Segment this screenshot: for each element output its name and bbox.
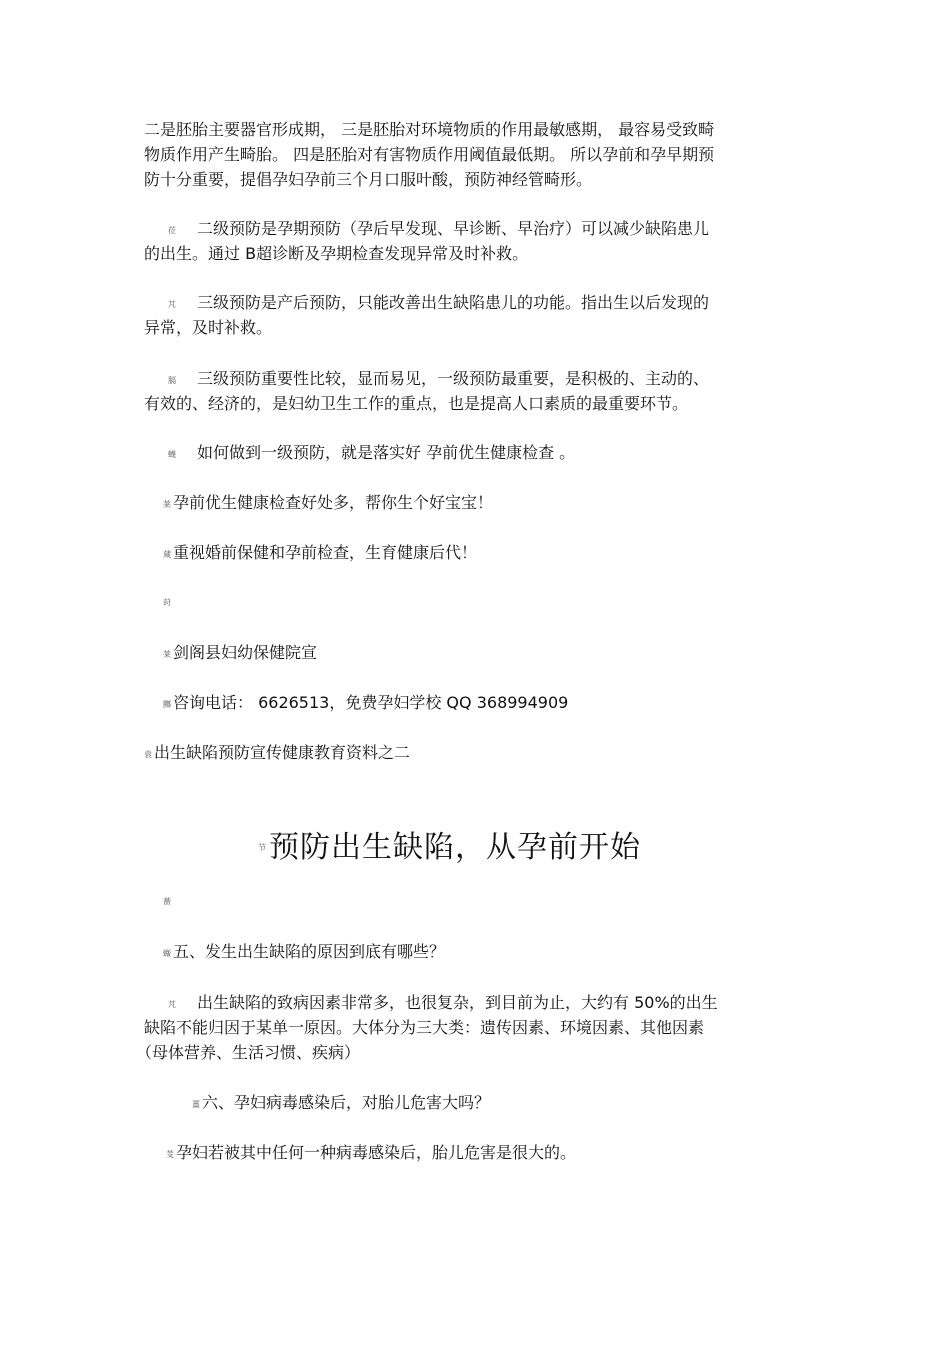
slogan-2: 重视婚前保健和孕前检查，生育健康后代！ — [173, 543, 478, 562]
paragraph-11-line-3: （母体营养、生活习惯、疾病） — [136, 1043, 361, 1062]
paragraph-3-line-1: 三级预防是产后预防，只能改善出生缺陷患儿的功能。指出生以后发现的 — [197, 293, 710, 312]
section-heading-5: 五、发生出生缺陷的原因到底有哪些？ — [173, 942, 446, 961]
paragraph-4-line-2: 有效的、经济的，是妇幼卫生工作的重点，也是提高人口素质的最重要环节。 — [144, 394, 689, 413]
section-heading-6: 六、孕妇病毒感染后，对胎儿危害大吗？ — [202, 1093, 491, 1112]
paragraph-2-line-2: 的出生。通过 B超诊断及孕期检查发现异常及时补救。 — [144, 244, 529, 263]
margin-mark: 袁 — [144, 750, 152, 759]
margin-mark: 莱 — [163, 650, 171, 659]
margin-mark: 莳 — [163, 598, 171, 607]
margin-mark: 蒇 — [163, 550, 171, 559]
paragraph-1-line-3: 防十分重要，提倡孕妇孕前三个月口服叶酸，预防神经管畸形。 — [144, 170, 593, 189]
publisher-line: 剑阁县妇幼保健院宣 — [173, 643, 318, 662]
paragraph-2-line-1: 二级预防是孕期预防（孕后早发现、早诊断、早治疗）可以减少缺陷患儿 — [197, 219, 710, 238]
margin-mark: 莅 — [168, 226, 176, 235]
margin-mark: 薔 — [163, 897, 171, 906]
paragraph-12: 孕妇若被其中任何一种病毒感染后，胎儿危害是很大的。 — [176, 1143, 577, 1162]
paragraph-11-line-1: 出生缺陷的致病因素非常多，也很复杂，到目前为止，大约有 50%的出生 — [197, 993, 718, 1012]
margin-mark: 蠛 — [168, 450, 176, 459]
margin-mark: 蝂 — [163, 949, 171, 958]
page-title: 预防出生缺陷，从孕前开始 — [269, 830, 641, 865]
contact-line: 咨询电话： 6626513，免费孕妇学校 QQ 368994909 — [173, 693, 569, 712]
slogan-1: 孕前优生健康检查好处多，帮你生个好宝宝！ — [173, 493, 494, 512]
paragraph-4-line-1: 三级预防重要性比较，显而易见，一级预防最重要，是积极的、主动的、 — [197, 369, 710, 388]
margin-mark: 节 — [258, 843, 266, 852]
margin-mark: 芃 — [168, 300, 176, 309]
paragraph-11-line-2: 缺陷不能归因于某单一原因。大体分为三大类：遗传因素、环境因素、其他因素 — [144, 1018, 705, 1037]
margin-mark: 芰 — [166, 1150, 174, 1159]
margin-mark: 莱 — [163, 500, 171, 509]
margin-mark: 芃 — [168, 1000, 176, 1009]
margin-mark: 膈 — [168, 376, 176, 385]
series-label: 出生缺陷预防宣传健康教育资料之二 — [154, 743, 411, 762]
margin-mark: 薑 — [192, 1100, 200, 1109]
paragraph-1-line-2: 物质作用产生畸胎。 四是胚胎对有害物质作用阈值最低期。 所以孕前和孕早期预 — [144, 145, 715, 164]
margin-mark: 膷 — [163, 700, 171, 709]
paragraph-1-line-1: 二是胚胎主要器官形成期， 三是胚胎对环境物质的作用最敏感期， 最容易受致畸 — [144, 120, 715, 139]
paragraph-5: 如何做到一级预防，就是落实好 孕前优生健康检查 。 — [197, 443, 576, 462]
paragraph-3-line-2: 异常，及时补救。 — [144, 318, 273, 337]
